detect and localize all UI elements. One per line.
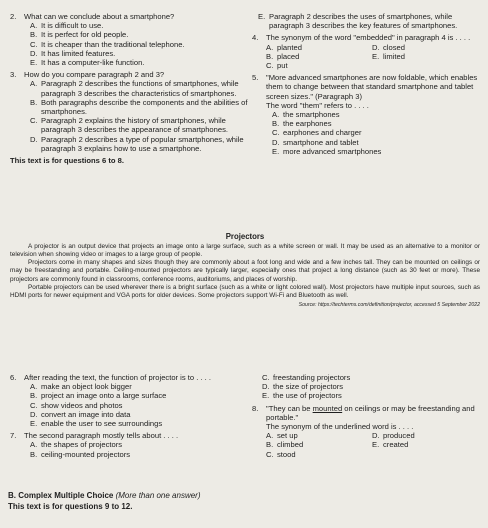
option-a[interactable]: A. set up: [266, 431, 298, 441]
option-c[interactable]: C. stood: [266, 449, 296, 459]
option-a[interactable]: A. the shapes of projectors: [30, 440, 123, 450]
question-prompt: The word "them" refers to . . . .: [266, 100, 369, 110]
lower-right-column: [252, 373, 478, 462]
option-b[interactable]: B. project an image onto a large surface: [30, 391, 167, 401]
option-d[interactable]: D. Paragraph 2 describes a type of popular smartphones, while paragraph 3 explains how to use a smartphone.: [30, 134, 244, 153]
section-b-note: (More than one answer): [115, 491, 201, 500]
option-e[interactable]: E. the use of projectors: [262, 391, 342, 401]
option-b[interactable]: B. It is perfect for old people.: [30, 30, 129, 40]
question-number: 7.: [10, 431, 17, 441]
option-d[interactable]: D. It has limited features.: [30, 48, 116, 58]
question-3: [10, 70, 260, 153]
reading-passage: [10, 228, 480, 309]
question-number: 5.: [252, 73, 259, 83]
right-column: [252, 12, 478, 159]
option-b[interactable]: B. ceiling-mounted projectors: [30, 449, 131, 459]
option-e[interactable]: E. created: [372, 440, 409, 450]
option-a[interactable]: A. the smartphones: [272, 110, 340, 120]
question-prompt: The synonym of the underlined word is . . . .: [266, 422, 414, 432]
option-a[interactable]: A. planted: [266, 42, 302, 52]
option-b[interactable]: B. climbed: [266, 440, 304, 450]
option-b[interactable]: B. placed: [266, 51, 300, 61]
options-grid: [252, 431, 478, 459]
question-text: What can we conclude about a smartphone?: [24, 12, 175, 21]
option-a[interactable]: A. Paragraph 2 describes the functions of smartphones, while paragraph 3 describes the characteristics of smartphones.: [30, 79, 239, 98]
question-3-continued: [252, 12, 478, 30]
option-d[interactable]: D. the size of projectors: [262, 382, 344, 392]
options-grid: [252, 43, 478, 71]
option-e[interactable]: E. limited: [372, 51, 405, 61]
question-7: [10, 431, 250, 459]
question-number: 8.: [252, 403, 259, 413]
question-text: "They can be mounted on ceilings or may be freestanding and portable.": [266, 403, 475, 422]
question-2: [10, 12, 260, 67]
option-d[interactable]: D. produced: [372, 431, 415, 441]
question-6: [10, 373, 250, 428]
question-number: 3.: [10, 70, 17, 80]
left-column: [10, 12, 260, 165]
underlined-word: mounted: [312, 403, 343, 413]
option-d[interactable]: D. convert an image into data: [30, 409, 131, 419]
option-c[interactable]: C. It is cheaper than the traditional telephone.: [30, 39, 185, 49]
paragraph-2: Projectors come in many shapes and sizes though they are commonly about a foot long and wide and a few inches tall. They can be mounted on ceilings or may be freestanding and portable. Ceiling-mounted projectors are typically larger, especially ones that project a long distance (such as 30 feet or more). These projectors are commonly found in classrooms, conference rooms, auditoriums, and places of worship.: [10, 259, 480, 283]
section-b-header: [8, 490, 478, 512]
option-e[interactable]: E. enable the user to see surroundings: [30, 419, 163, 429]
option-b[interactable]: B. Both paragraphs describe the components and the abilities of smartphones.: [30, 97, 248, 117]
question-number: 4.: [252, 33, 259, 43]
option-e[interactable]: E. It has a computer-like function.: [30, 58, 145, 68]
option-b[interactable]: B. the earphones: [272, 119, 332, 129]
source-citation: Source: https://techterms.com/definition/projector, accessed 5 September 2022: [298, 301, 480, 308]
question-text: After reading the text, the function of projector is to . . . .: [24, 373, 211, 382]
option-a[interactable]: A. make an object look bigger: [30, 382, 132, 392]
option-a[interactable]: A. It is difficult to use.: [30, 21, 104, 31]
option-c[interactable]: C. Paragraph 2 explains the history of smartphones, while paragraph 3 describes the appearance of smartphones.: [30, 116, 229, 135]
question-8: [252, 404, 478, 459]
option-c[interactable]: C. show videos and photos: [30, 400, 123, 410]
paragraph-1: A projector is an output device that projects an image onto a large surface, such as a white screen or wall. It may be used as an alternative to a monitor or television when showing video or images to a large group of people.: [10, 243, 480, 259]
section-intro: This text is for questions 6 to 8.: [10, 156, 124, 166]
option-e[interactable]: E. more advanced smartphones: [272, 146, 382, 156]
option-e[interactable]: E. Paragraph 2 describes the uses of smartphones, while paragraph 3 describes the key features of smartphones.: [258, 12, 458, 31]
question-number: 6.: [10, 373, 17, 382]
question-number: 2.: [10, 12, 17, 21]
passage-title: Projectors: [225, 232, 265, 241]
question-text: The synonym of the word "embedded" in paragraph 4 is . . . .: [266, 33, 471, 43]
question-text: The second paragraph mostly tells about . . . .: [24, 431, 179, 441]
question-text: "More advanced smartphones are now foldable, which enables them to change between that standard smartphone and tablet screen sizes." (Paragraph 3): [266, 73, 478, 101]
option-c[interactable]: C. put: [266, 61, 288, 71]
question-6-continued: [252, 373, 478, 401]
paragraph-3: Portable projectors can be used wherever there is a bright surface (such as a white or light colored wall). Most projectors have multiple input sources, such as HDMI ports for newer equipment and VGA ports for older devices. Some projectors support Wi-Fi and Bluetooth as well.: [10, 283, 480, 299]
option-c[interactable]: C. freestanding projectors: [262, 373, 351, 382]
question-5: [252, 73, 478, 156]
section-intro-2: This text is for questions 9 to 12.: [8, 502, 133, 511]
question-4: [252, 33, 478, 70]
option-d[interactable]: D. smartphone and tablet: [272, 137, 359, 147]
option-c[interactable]: C. earphones and charger: [272, 128, 362, 138]
section-b-title: B. Complex Multiple Choice: [8, 491, 114, 500]
question-text: How do you compare paragraph 2 and 3?: [24, 70, 165, 80]
lower-left-column: [10, 373, 250, 462]
option-d[interactable]: D. closed: [372, 42, 405, 52]
